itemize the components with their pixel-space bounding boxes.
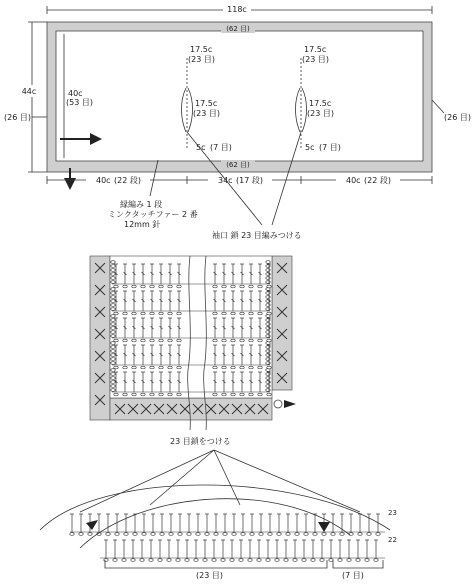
bottom-left-measure: 40c — [96, 176, 111, 185]
col-a-mid: 17.5c — [195, 99, 218, 108]
bottom-stitch-count: (62 目) — [226, 161, 250, 169]
col-a-top: 17.5c — [190, 45, 213, 54]
edge-note-3: 12mm 針 — [124, 220, 161, 229]
inner-panel — [56, 31, 423, 161]
count-right: (7 目) — [342, 571, 364, 580]
total-width-label: 118c — [227, 5, 247, 14]
row-label-22: 22 — [388, 536, 397, 544]
top-schematic — [4, 4, 471, 240]
col-b-mid: 17.5c — [309, 99, 332, 108]
bottom-mid-rows: (17 段) — [236, 176, 263, 185]
col-b-bot: 5c — [305, 143, 315, 152]
col-b-mid-rows: (23 目) — [307, 109, 334, 118]
top-stitch-count: (62 目) — [226, 25, 250, 33]
height-label: 44c — [21, 87, 37, 96]
col-a-mid-rows: (23 目) — [193, 109, 220, 118]
bottom-chart — [40, 436, 397, 580]
col-a-bot-rows: (7 目) — [210, 143, 232, 152]
sleeve-note: 袖口 鎖 23 目編みつける — [212, 231, 302, 240]
col-b-top: 17.5c — [304, 45, 327, 54]
row-label-23: 23 — [388, 509, 397, 517]
bottom-left-rows: (22 段) — [114, 176, 141, 185]
inner-height-label: 40c — [68, 89, 83, 98]
bottom-mid-measure: 34c — [218, 176, 233, 185]
inner-height-rows: (53 目) — [66, 98, 93, 107]
col-b-bot-rows: (7 目) — [319, 143, 341, 152]
right-side-rows: (26 目) — [444, 113, 471, 122]
chain-note: 23 目鎖をつける — [170, 437, 231, 446]
col-a-top-rows: (23 目) — [188, 55, 215, 64]
edge-note-2: ミンクタッチファー 2 番 — [108, 210, 198, 219]
bottom-right-measure: 40c — [346, 176, 361, 185]
edge-note-1: 縁編み 1 段 — [120, 200, 163, 209]
left-side-rows: (26 目) — [4, 113, 31, 122]
col-a-bot: 5c — [196, 143, 206, 152]
bottom-right-rows: (22 段) — [364, 176, 391, 185]
bottom-stitch-rows — [70, 514, 385, 561]
count-left: (23 目) — [196, 571, 223, 580]
stitch-chart — [90, 256, 296, 430]
col-b-top-rows: (23 目) — [302, 55, 329, 64]
